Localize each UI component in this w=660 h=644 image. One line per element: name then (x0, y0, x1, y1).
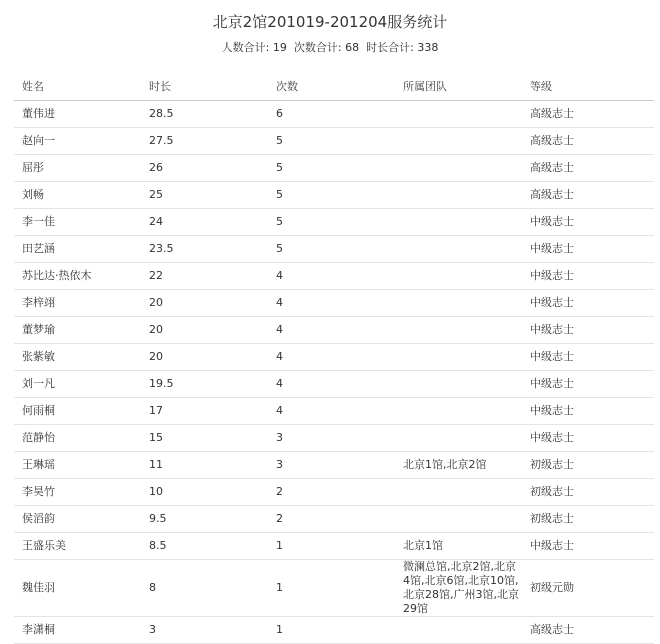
cell-count: 3 (268, 425, 395, 452)
visits-total-value: 68 (345, 41, 360, 54)
table-row (14, 398, 654, 425)
cell-level: 初级志士 (522, 479, 654, 506)
cell-count: 5 (268, 236, 395, 263)
cell-duration: 23.5 (141, 236, 268, 263)
hours-total-value: 338 (417, 41, 439, 54)
table-row (14, 425, 654, 452)
cell-level: 中级志士 (522, 371, 654, 398)
cell-team (395, 263, 522, 290)
table-row (14, 617, 654, 644)
cell-count: 4 (268, 290, 395, 317)
cell-name: 屈彤 (14, 155, 141, 182)
cell-name: 魏佳羽 (14, 560, 141, 617)
cell-name: 董梦瑜 (14, 317, 141, 344)
cell-level: 高级志士 (522, 182, 654, 209)
cell-count: 4 (268, 398, 395, 425)
visits-total-label: 次数合计: (293, 41, 342, 54)
cell-level: 初级元勋 (522, 560, 654, 617)
cell-duration: 25 (141, 182, 268, 209)
cell-count: 5 (268, 209, 395, 236)
table-row (14, 182, 654, 209)
table-row (14, 479, 654, 506)
cell-team (395, 101, 522, 128)
cell-count: 3 (268, 452, 395, 479)
summary-bar (0, 40, 660, 56)
cell-duration: 8.5 (141, 533, 268, 560)
table-row (14, 506, 654, 533)
header-level: 等级 (522, 72, 654, 101)
table-row (14, 263, 654, 290)
cell-level: 初级志士 (522, 506, 654, 533)
table-row (14, 533, 654, 560)
cell-team (395, 128, 522, 155)
cell-count: 5 (268, 182, 395, 209)
table-body (14, 101, 654, 644)
cell-name: 李梓翊 (14, 290, 141, 317)
table-row (14, 317, 654, 344)
cell-level: 中级志士 (522, 533, 654, 560)
table-row (14, 155, 654, 182)
cell-level: 中级志士 (522, 317, 654, 344)
table-row (14, 560, 654, 617)
table-header-row (14, 72, 654, 101)
table-row (14, 236, 654, 263)
cell-team (395, 236, 522, 263)
cell-team: 北京1馆 (395, 533, 522, 560)
header-name: 姓名 (14, 72, 141, 101)
cell-team (395, 617, 522, 644)
hours-total-label: 时长合计: (366, 41, 414, 54)
cell-duration: 19.5 (141, 371, 268, 398)
cell-name: 侯滔韵 (14, 506, 141, 533)
cell-level: 高级志士 (522, 101, 654, 128)
cell-name: 刘一凡 (14, 371, 141, 398)
cell-level: 初级志士 (522, 452, 654, 479)
page-title: 北京2馆201019-201204服务统计 (212, 13, 448, 31)
cell-name: 何雨桐 (14, 398, 141, 425)
cell-level: 高级志士 (522, 617, 654, 644)
cell-count: 2 (268, 506, 395, 533)
cell-name: 李潇桐 (14, 617, 141, 644)
cell-duration: 20 (141, 344, 268, 371)
cell-duration: 3 (141, 617, 268, 644)
cell-name: 李昊竹 (14, 479, 141, 506)
cell-level: 高级志士 (522, 128, 654, 155)
cell-name: 刘畅 (14, 182, 141, 209)
cell-duration: 26 (141, 155, 268, 182)
cell-team (395, 209, 522, 236)
table-row (14, 344, 654, 371)
people-total-value: 19 (272, 41, 287, 54)
cell-level: 中级志士 (522, 209, 654, 236)
cell-team (395, 317, 522, 344)
cell-level: 高级志士 (522, 155, 654, 182)
cell-name: 李一佳 (14, 209, 141, 236)
cell-count: 4 (268, 263, 395, 290)
header-count: 次数 (268, 72, 395, 101)
cell-team (395, 398, 522, 425)
cell-duration: 10 (141, 479, 268, 506)
cell-duration: 27.5 (141, 128, 268, 155)
cell-team (395, 155, 522, 182)
table-row (14, 209, 654, 236)
cell-team: 微澜总馆,北京2馆,北京4馆,北京6馆,北京10馆,北京28馆,广州3馆,北京29馆 (395, 560, 522, 617)
cell-level: 中级志士 (522, 290, 654, 317)
cell-duration: 11 (141, 452, 268, 479)
cell-duration: 24 (141, 209, 268, 236)
cell-team (395, 182, 522, 209)
cell-team (395, 344, 522, 371)
cell-count: 1 (268, 617, 395, 644)
cell-team (395, 371, 522, 398)
cell-name: 董伟进 (14, 101, 141, 128)
cell-count: 2 (268, 479, 395, 506)
cell-name: 赵向一 (14, 128, 141, 155)
table-row (14, 101, 654, 128)
cell-duration: 17 (141, 398, 268, 425)
cell-count: 4 (268, 317, 395, 344)
cell-duration: 28.5 (141, 101, 268, 128)
cell-team (395, 290, 522, 317)
cell-level: 中级志士 (522, 236, 654, 263)
people-total-label: 人数合计: (221, 41, 270, 54)
cell-count: 6 (268, 101, 395, 128)
table-row (14, 128, 654, 155)
cell-team (395, 479, 522, 506)
cell-name: 苏比达·热依木 (14, 263, 141, 290)
table-row (14, 371, 654, 398)
header-duration: 时长 (141, 72, 268, 101)
cell-duration: 20 (141, 317, 268, 344)
cell-duration: 8 (141, 560, 268, 617)
cell-duration: 9.5 (141, 506, 268, 533)
cell-duration: 15 (141, 425, 268, 452)
service-stats-table (14, 72, 654, 644)
header-team: 所属团队 (395, 72, 522, 101)
cell-level: 中级志士 (522, 344, 654, 371)
cell-duration: 22 (141, 263, 268, 290)
cell-name: 王盛乐美 (14, 533, 141, 560)
table-row (14, 452, 654, 479)
cell-name: 张紫敏 (14, 344, 141, 371)
cell-count: 4 (268, 371, 395, 398)
table-row (14, 290, 654, 317)
cell-level: 中级志士 (522, 398, 654, 425)
cell-name: 范静怡 (14, 425, 141, 452)
cell-count: 1 (268, 560, 395, 617)
cell-level: 中级志士 (522, 425, 654, 452)
cell-team (395, 506, 522, 533)
cell-count: 5 (268, 155, 395, 182)
cell-team: 北京1馆,北京2馆 (395, 452, 522, 479)
cell-duration: 20 (141, 290, 268, 317)
cell-count: 1 (268, 533, 395, 560)
cell-level: 中级志士 (522, 263, 654, 290)
cell-name: 田艺涵 (14, 236, 141, 263)
cell-count: 5 (268, 128, 395, 155)
cell-name: 王琳瑶 (14, 452, 141, 479)
cell-team (395, 425, 522, 452)
cell-count: 4 (268, 344, 395, 371)
